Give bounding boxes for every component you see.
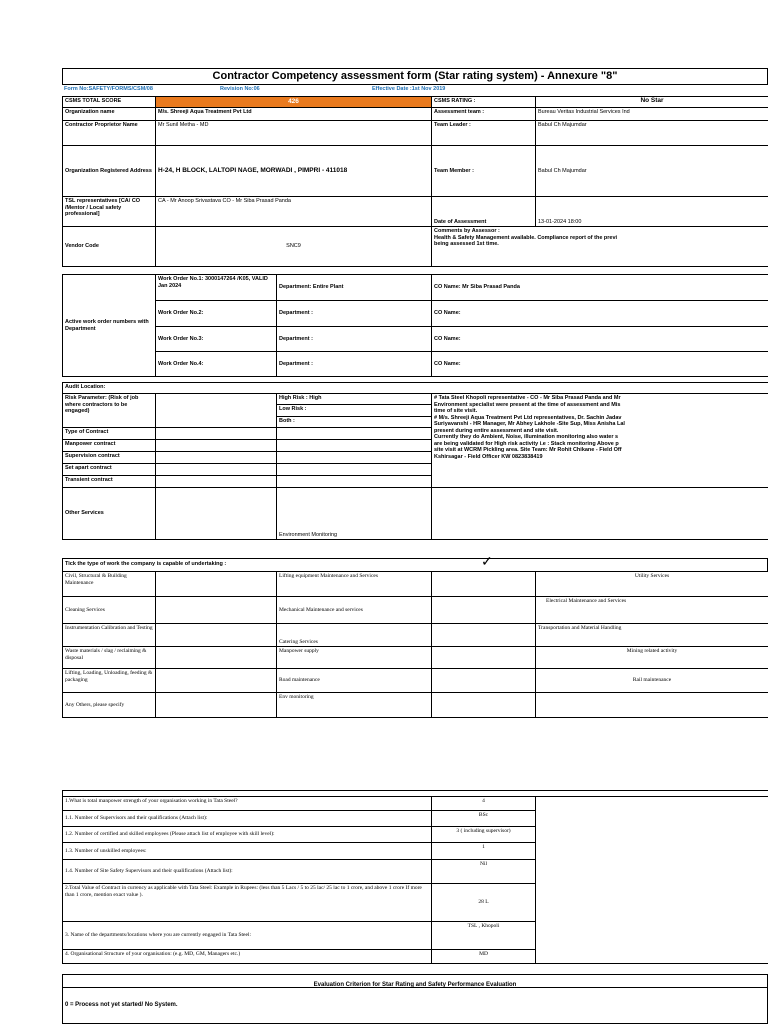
question-3: 3. Name of the departments/locations where you are currently engaged in Tata Steel: <box>63 922 432 950</box>
question-1-4: 1.4. Number of Site Safety Supervisors and their qualifications (Attach list): <box>63 860 432 884</box>
department-2: Department : <box>277 301 432 327</box>
tsl-value: CA - Mr Anoop Srivastava CO - Mr Siba Prasad Panda <box>156 197 432 227</box>
evaluation-zero: 0 = Process not yet started/ No System. <box>65 1002 178 1008</box>
question-4: 4. Organisational Structure of your organisation: (e.g. MD, GM, Managers etc.) <box>63 950 432 964</box>
answer-1-2: 3 ( including supervisor) <box>432 827 536 843</box>
worktype-rail: Rail maintenance <box>536 669 768 693</box>
department-1: Department: Entire Plant <box>277 275 432 301</box>
co-name-1: CO Name: Mr Siba Prasad Panda <box>432 275 768 301</box>
transient-contract: Transient contract <box>63 476 156 488</box>
answer-2: 28 L <box>432 884 536 922</box>
high-risk: High Risk : High <box>277 394 432 405</box>
question-1-3: 1.3. Number of unskilled employees: <box>63 843 432 860</box>
worktype-mechanical: Mechanical Maintenance and services <box>277 597 432 624</box>
form-title: Contractor Competency assessment form (Star rating system) - Annexure "8" <box>62 68 768 85</box>
risk-parameter-label: Risk Parameter: (Risk of job where contractors to be engaged) <box>63 394 156 428</box>
date-label: Date of Assessment <box>432 197 536 227</box>
csms-total-value: 426 <box>156 97 432 108</box>
work-order-2: Work Order No.2: <box>156 301 277 327</box>
work-types-heading: Tick the type of work the company is capable of undertaking : <box>65 561 227 567</box>
other-services: Other Services <box>63 488 156 540</box>
team-member-value: Babul Ch Majumdar <box>536 146 768 197</box>
worktype-lifting-equipment: Lifting equipment Maintenance and Services <box>277 572 432 597</box>
csms-rating-value: No Star <box>536 97 768 108</box>
worktype-mining: Mining related activity <box>536 647 768 669</box>
proprietor-label: Contractor Proprietor Name <box>63 121 156 146</box>
answer-1-4: Nil <box>432 860 536 884</box>
co-name-2: CO Name: <box>432 301 768 327</box>
answer-1: 4 <box>432 797 536 811</box>
address-label: Organization Registered Address <box>63 146 156 197</box>
worktype-loading: Lifting, Loading, Unloading, feeding & packaging <box>63 669 156 693</box>
worktype-others: Any Others, please specify <box>63 693 156 718</box>
work-order-1: Work Order No.1: 3000147264 /K05, VALID Jan 2024 <box>156 275 277 301</box>
worktype-cleaning: Cleaning Services <box>63 597 156 624</box>
question-2: 2.Total Value of Contract in currency as applicable with Tata Steel: Example in Rupees: (less than 5 Lacs / 5 to 25 lac/ 25 lac to 1 crore, and above 1 crore If more than 1 crore, mention exact value ). <box>63 884 432 922</box>
csms-total-label: CSMS TOTAL SCORE <box>63 97 156 108</box>
checkmark-icon: ✓ <box>481 553 493 569</box>
type-of-contract: Type of Contract <box>63 428 156 440</box>
assessment-team-label: Assessment team : <box>432 108 536 121</box>
work-order-3: Work Order No.3: <box>156 327 277 352</box>
team-leader-value: Babul Ch Majumdar <box>536 121 768 146</box>
proprietor-value: Mr Sunil Metha - MD <box>156 121 432 146</box>
revision-number: Revision No:06 <box>220 86 260 92</box>
department-3: Department : <box>277 327 432 352</box>
vendor-label: Vendor Code <box>63 227 156 267</box>
header-table <box>62 96 768 267</box>
evaluation-body <box>62 988 768 1024</box>
assessment-notes: # Tata Steel Khopoli representative - CO - Mr Siba Prasad Panda and Mr Environment specialist were present at the time of assessment and Mis time of site visit. # M/s. Shreeji Aqua Treatment Pvt Ltd representatives, Dr. Sachin Jadav Suriyavanshi - HR Manager, Mr Abhey Lakhole -Site Sup, Miss Anisha Lal present during entire assessment and site visit. Currently they do Ambient, Noise, illumination monitoring also water s are being validated for High risk activity i.e : Stack monitoring Above p site visit at WCRM Pickling area. Site Team: Mr Rohit Chikane - Field Off Kshirsagar - Field Officer KW 0823838419 <box>432 394 768 488</box>
worktype-civil: Civil, Structural & Building Maintenance <box>63 572 156 597</box>
evaluation-heading-row <box>62 974 768 988</box>
questions-table <box>62 790 768 964</box>
set-apart-contract: Set apart contract <box>63 464 156 476</box>
risk-blank <box>156 394 277 428</box>
question-1-2: 1.2. Number of certified and skilled employees (Please attach list of employee with skill level): <box>63 827 432 843</box>
form-number: Form No:SAFETY/FORMS/CSM/08 <box>64 86 153 92</box>
org-name-value: M/s. Shreeji Aqua Treatment Pvt Ltd <box>156 108 432 121</box>
worktype-road: Road maintenance <box>277 669 432 693</box>
org-name-label: Organization name <box>63 108 156 121</box>
answer-4: MD <box>432 950 536 964</box>
question-1-1: 1.1. Number of Supervisors and their qualifications (Attach list): <box>63 811 432 827</box>
vendor-value: SNC9 <box>156 227 432 267</box>
address-value: H-24, H BLOCK, LALTOPI NAGE, MORWADI , PIMPRI - 411018 <box>156 146 432 197</box>
assessor-comments: Comments by Assessor : Health & Safety Management available. Compliance report of the previ being assessed 1st time. <box>432 227 768 267</box>
worktype-waste: Waste materials / slag / reclaiming & disposal <box>63 647 156 669</box>
worktype-manpower: Manpower supply <box>277 647 432 669</box>
worktype-instrumentation: Instrumentation Calibration and Testing <box>63 624 156 647</box>
both-risk: Both : <box>277 417 432 428</box>
environment-monitoring: Environment Monitoring <box>277 488 432 540</box>
manpower-contract: Manpower contract <box>63 440 156 452</box>
worktype-utility: Utility Services <box>536 572 768 597</box>
team-leader-label: Team Leader : <box>432 121 536 146</box>
answer-3: TSL , Khopoli <box>432 922 536 950</box>
work-order-4: Work Order No.4: <box>156 352 277 377</box>
low-risk: Low Risk : <box>277 405 432 417</box>
worktype-electrical: Electrical Maintenance and Services <box>536 597 768 624</box>
tsl-label: TSL representatives [CA/ CO /Mentor / Local safety professional] <box>63 197 156 227</box>
effective-date: Effective Date :1st Nov 2019 <box>372 86 446 92</box>
work-types-heading-row <box>62 553 768 571</box>
evaluation-heading: Evaluation Criterion for Star Rating and Safety Performance Evaluation <box>313 982 517 988</box>
date-value: 13-01-2024 18:00 <box>536 197 768 227</box>
answer-1-3: 1 <box>432 843 536 860</box>
assessment-team-value: Bureau Veritas Industrial Services Ind <box>536 108 768 121</box>
work-orders-table <box>62 274 768 377</box>
csms-rating-label: CSMS RATING : <box>432 97 536 108</box>
co-name-4: CO Name: <box>432 352 768 377</box>
answer-1-1: BSc <box>432 811 536 827</box>
question-1: 1.What is total manpower strength of your organisation working in Tata Steel? <box>63 797 432 811</box>
department-4: Department : <box>277 352 432 377</box>
work-types-table <box>62 571 768 718</box>
audit-location: Audit Location: <box>63 383 768 394</box>
work-orders-label: Active work order numbers with Department <box>63 275 156 377</box>
supervision-contract: Supervision contract <box>63 452 156 464</box>
worktype-transportation: Transportation and Material Handling <box>536 624 768 647</box>
worktype-catering: Catering Services <box>277 624 432 647</box>
co-name-3: CO Name: <box>432 327 768 352</box>
team-member-label: Team Member : <box>432 146 536 197</box>
worktype-env-monitoring: Env monitoring <box>277 693 432 718</box>
audit-table <box>62 382 768 540</box>
